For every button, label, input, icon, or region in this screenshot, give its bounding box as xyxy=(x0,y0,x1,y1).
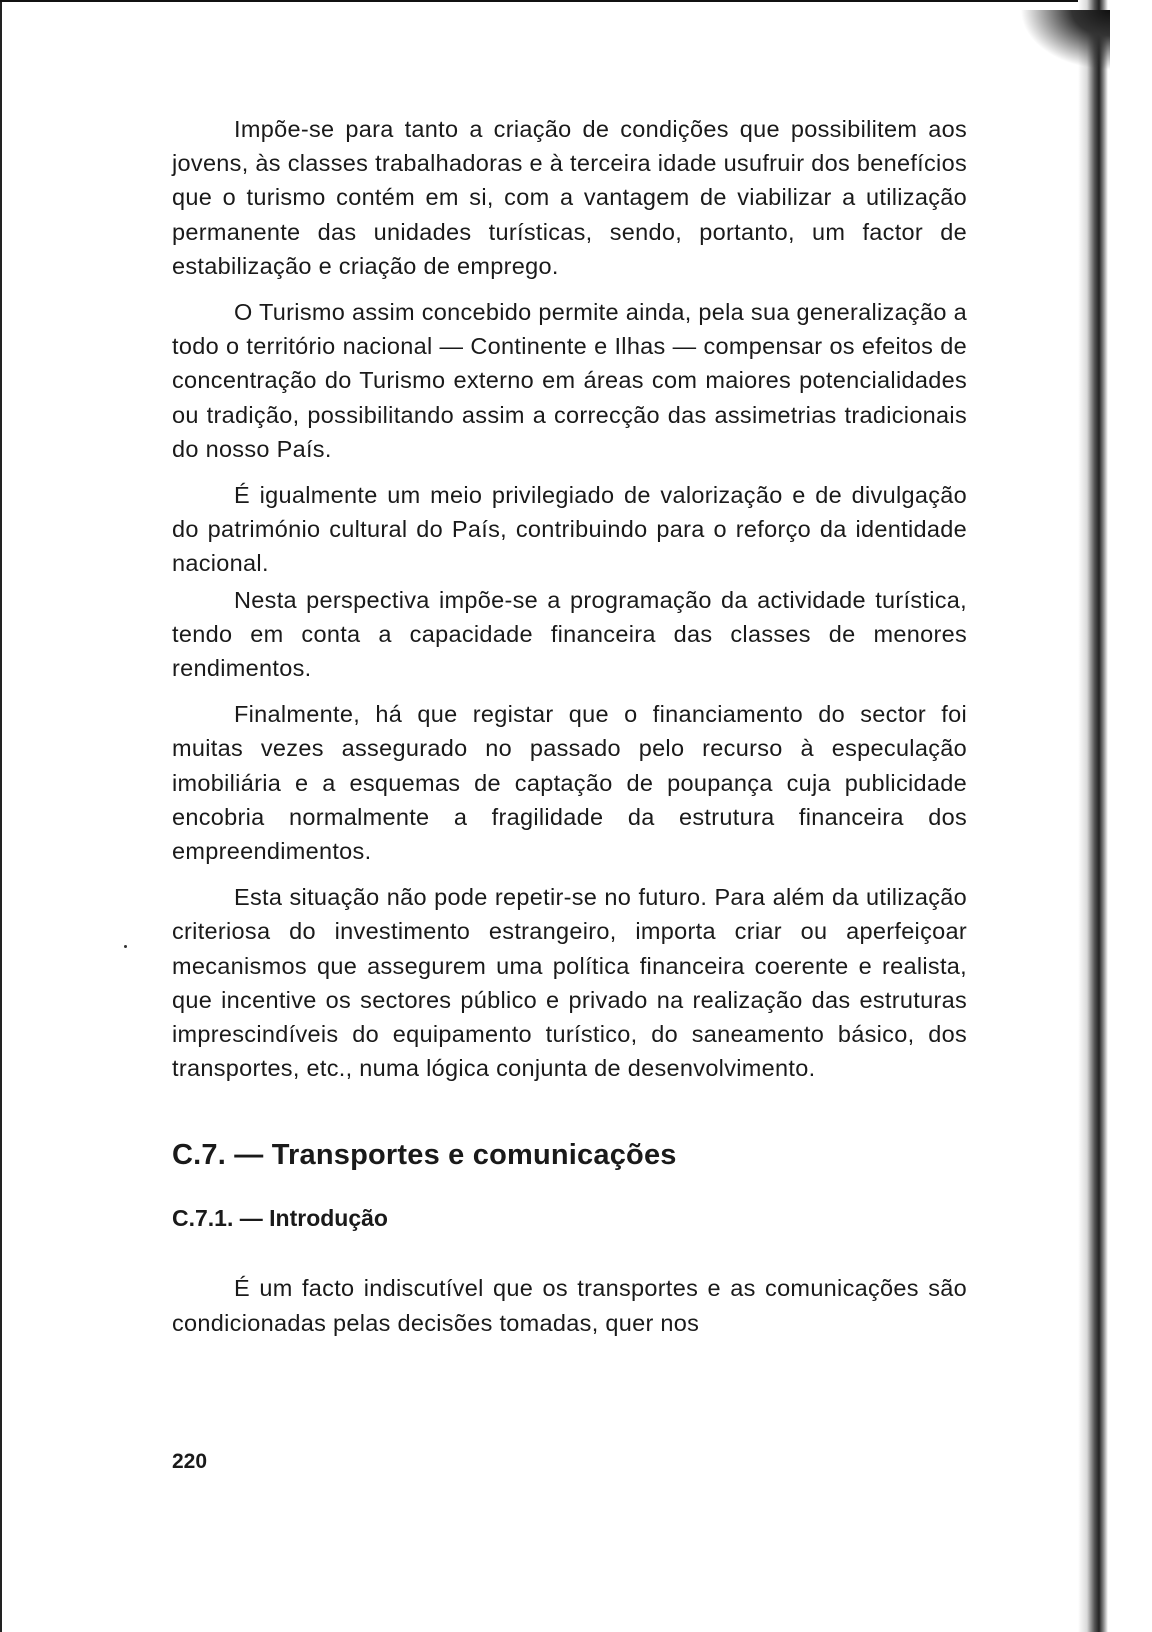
paragraph-financing: Finalmente, há que registar que o financiamento do sector foi muitas vezes assegurado no passado pelo recurso à especulação imobiliária e a esquemas de captação de poupança cuja publicidade encobria normalmente a fragilidade da estrutura financeira dos empreendimentos. xyxy=(172,701,967,865)
page-number: 220 xyxy=(172,1450,208,1473)
paragraph-youth-tourism: Impõe-se para tanto a criação de condições que possibilitem aos jovens, às classes trabalhadoras e à terceira idade usufruir dos benefícios que o turismo contém em si, com a vantagem de viabilizar a utilização permanente das unidades turísticas, sendo, portanto, um factor de estabilização e criação de emprego. xyxy=(172,116,967,279)
paragraph-national-tourism: O Turismo assim concebido permite ainda, pela sua generalização a todo o território nacional — Continente e Ilhas — compensar os efeitos de concentração do Turismo externo em áreas com maiores potencialidades ou tradição, possibilitando assim a correcção das assimetrias tradicionais do nosso País. xyxy=(172,299,967,462)
book-binding-shadow xyxy=(1078,0,1108,1632)
page-top-edge xyxy=(0,0,1090,12)
section-heading: C.7. — Transportes e comunicações xyxy=(172,1139,677,1172)
paragraph-cultural-heritage: É igualmente um meio privilegiado de valorização e de divulgação do património cultural do País, contribuindo para o reforço da identidade nacional. xyxy=(172,482,967,577)
paragraph-future: Esta situação não pode repetir-se no futuro. Para além da utilização criteriosa do investimento estrangeiro, importa criar ou aperfeiçoar mecanismos que assegurem uma política financeira coerente e realista, que incentive os sectores público e privado na realização das estruturas imprescindíveis do equipamento turístico, do saneamento básico, dos transportes, etc., numa lógica conjunta de desenvolvimento. xyxy=(172,884,967,1082)
scan-speck xyxy=(124,945,127,948)
paragraph-programming: Nesta perspectiva impõe-se a programação da actividade turística, tendo em conta a capacidade financeira das classes de menores rendimentos. xyxy=(172,586,967,682)
paragraph-transport-intro: É um facto indiscutível que os transportes e as comunicações são condicionadas pelas decisões tomadas, quer nos xyxy=(172,1275,967,1336)
subsection-heading: C.7.1. — Introdução xyxy=(172,1205,388,1232)
page-body xyxy=(172,112,967,1352)
book-binding-corner xyxy=(1020,10,1110,70)
page-left-edge xyxy=(0,0,2,1632)
